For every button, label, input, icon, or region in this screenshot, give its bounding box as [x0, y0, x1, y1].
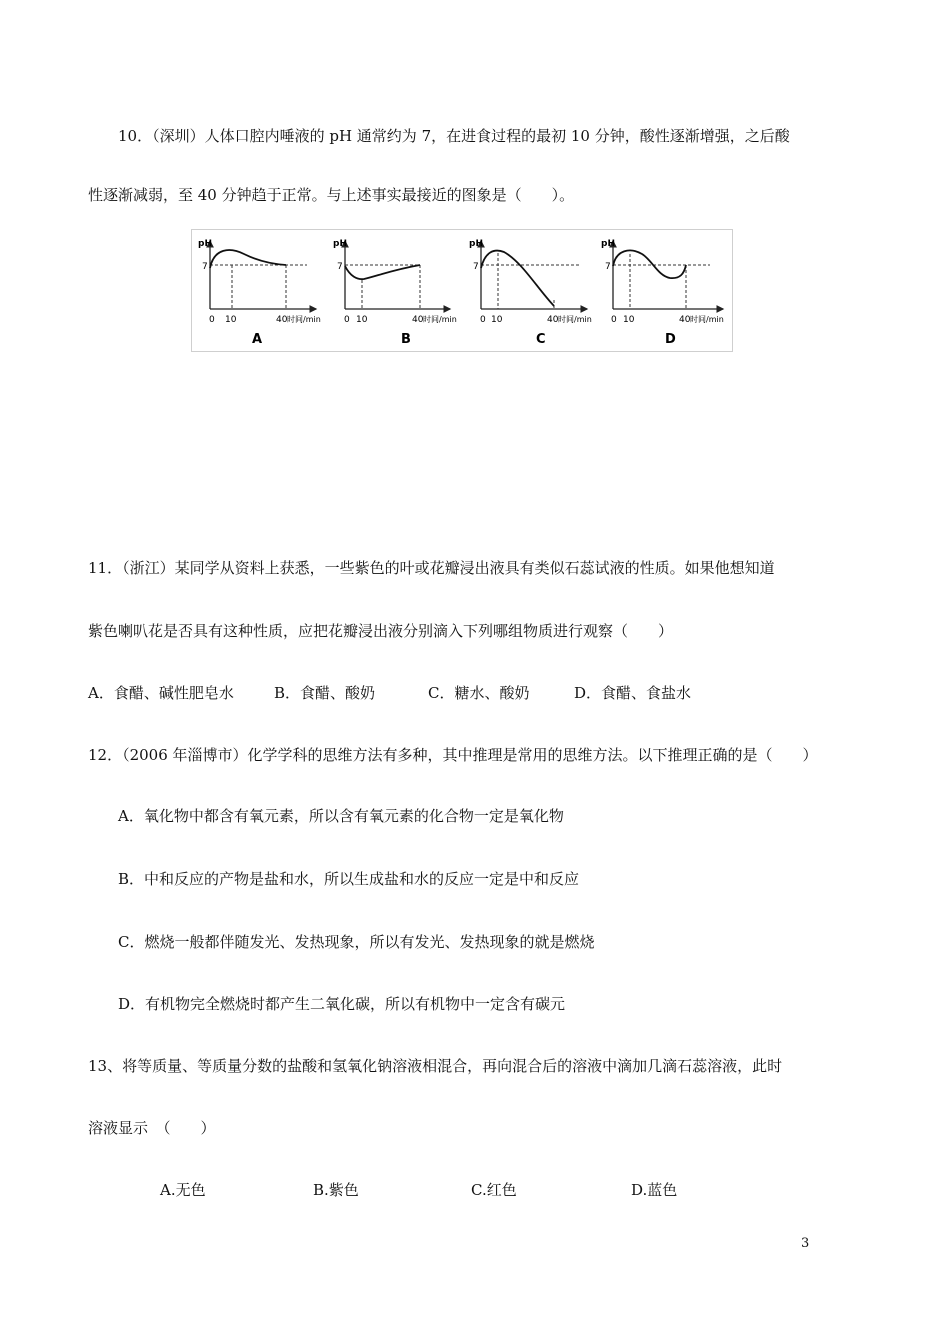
graph-c: [469, 239, 592, 347]
q11-option-a: A．食醋、碱性肥皂水: [88, 684, 234, 702]
graph-c-x-tick-10: 10: [491, 315, 503, 325]
q12-stem: 12．（2006 年淄博市）化学学科的思维方法有多种，其中推理是常用的思维方法。以下推理正确的是（ ）: [88, 746, 818, 764]
graph-a-y-axis-label: pH: [198, 239, 212, 249]
graph-c-x-tick-40: 40: [547, 315, 559, 325]
q11-option-b: B．食醋、酸奶: [274, 684, 376, 702]
graph-b-x-axis-label: 时间/min: [423, 315, 457, 324]
q12-option-d: D．有机物完全燃烧时都产生二氧化碳，所以有机物中一定含有碳元: [118, 995, 566, 1013]
q10-graphs-svg: [192, 230, 732, 351]
graph-c-y-axis-label: pH: [469, 239, 483, 249]
q12-option-c: C．燃烧一般都伴随发光、发热现象，所以有发光、发热现象的就是燃烧: [118, 933, 595, 951]
graph-c-y-tick: 7: [473, 262, 479, 272]
q11-stem-line2: 紫色喇叭花是否具有这种性质，应把花瓣浸出液分别滴入下列哪组物质进行观察（ ）: [88, 622, 674, 640]
q12-option-b: B．中和反应的产物是盐和水，所以生成盐和水的反应一定是中和反应: [118, 870, 580, 888]
q13-stem-line2: 溶液显示 （ ）: [88, 1119, 216, 1137]
graph-b-y-tick: 7: [337, 262, 343, 272]
graph-d-x-tick-0: 0: [611, 315, 617, 325]
q10-stem-line1: 10．（深圳）人体口腔内唾液的 pH 通常约为 7，在进食过程的最初 10 分钟，酸性逐渐增强，之后酸: [118, 127, 790, 145]
graph-d-x-axis-label: 时间/min: [690, 315, 724, 324]
graph-b-y-axis-label: pH: [333, 239, 347, 249]
graph-a-letter: A: [252, 332, 263, 347]
graph-d-y-tick: 7: [605, 262, 611, 272]
graph-a-x-tick-0: 0: [209, 315, 215, 325]
q13-option-b: B.紫色: [313, 1181, 359, 1199]
graph-a-x-tick-40: 40: [276, 315, 288, 325]
graph-c-x-axis-label: 时间/min: [558, 315, 592, 324]
graph-b-x-tick-40: 40: [412, 315, 424, 325]
graph-d-x-tick-40: 40: [679, 315, 691, 325]
q10-graph-figure: [191, 229, 733, 352]
q11-option-c: C．糖水、酸奶: [428, 684, 530, 702]
q13-option-c: C.红色: [471, 1181, 517, 1199]
graph-a: [198, 239, 321, 347]
graph-b-x-tick-0: 0: [344, 315, 350, 325]
q13-option-d: D.蓝色: [631, 1181, 678, 1199]
graph-c-letter: C: [536, 332, 546, 347]
graph-c-x-tick-0: 0: [480, 315, 486, 325]
graph-b-x-tick-10: 10: [356, 315, 368, 325]
page-number: 3: [801, 1236, 810, 1251]
q12-option-a: A．氧化物中都含有氧元素，所以含有氧元素的化合物一定是氧化物: [118, 807, 564, 825]
q13-option-a: A.无色: [160, 1181, 206, 1199]
graph-a-y-tick: 7: [202, 262, 208, 272]
graph-b: [333, 239, 457, 347]
q11-stem-line1: 11．（浙江）某同学从资料上获悉，一些紫色的叶或花瓣浸出液具有类似石蕊试液的性质。如果他想知道: [88, 559, 775, 577]
q11-option-d: D．食醋、食盐水: [574, 684, 692, 702]
graph-a-x-tick-10: 10: [225, 315, 237, 325]
graph-d-y-axis-label: pH: [601, 239, 615, 249]
graph-a-x-axis-label: 时间/min: [287, 315, 321, 324]
graph-d-letter: D: [665, 332, 676, 347]
graph-d: [601, 239, 724, 347]
graph-b-letter: B: [401, 332, 411, 347]
q13-stem-line1: 13、将等质量、等质量分数的盐酸和氢氧化钠溶液相混合，再向混合后的溶液中滴加几滴石蕊溶液，此时: [88, 1057, 783, 1075]
graph-d-x-tick-10: 10: [623, 315, 635, 325]
q10-stem-line2: 性逐渐减弱，至 40 分钟趋于正常。与上述事实最接近的图象是（ ）。: [88, 186, 575, 204]
